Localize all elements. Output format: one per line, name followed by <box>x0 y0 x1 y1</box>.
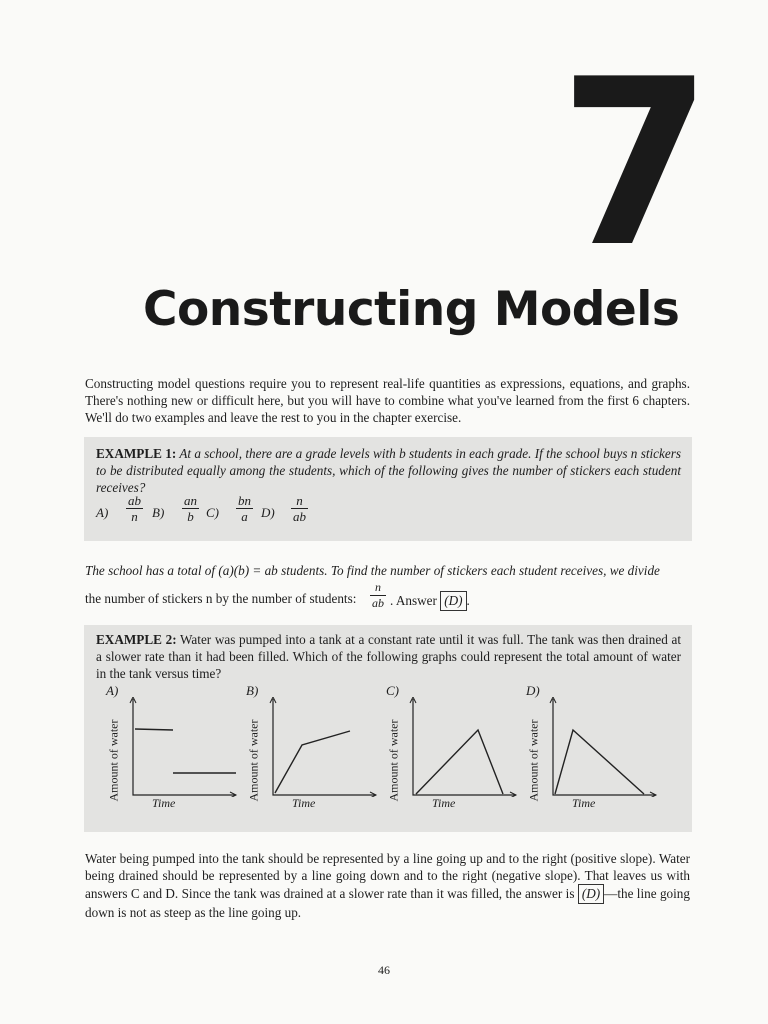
denominator: n <box>126 508 143 524</box>
graph-d <box>518 683 658 833</box>
graph-label: D) <box>526 683 540 698</box>
denominator: ab <box>372 596 384 610</box>
graph-c <box>378 683 518 833</box>
choice-label: D) <box>261 505 275 520</box>
answer-suffix: . <box>466 593 470 608</box>
choice-label: B) <box>152 505 165 520</box>
axis-arrows <box>410 697 516 797</box>
graph-a <box>98 683 238 833</box>
answer-box: (D) <box>578 884 604 904</box>
denominator: a <box>236 508 253 524</box>
x-axis-label: Time <box>432 796 456 810</box>
x-axis-label: Time <box>572 796 596 810</box>
fill-line <box>135 729 173 730</box>
numerator: n <box>375 580 381 594</box>
axes <box>273 699 376 795</box>
choice-fraction <box>126 493 143 524</box>
numerator: an <box>184 493 197 508</box>
line <box>416 730 503 794</box>
choice-label: C) <box>206 505 219 520</box>
x-axis-label: Time <box>292 796 316 810</box>
axis-arrows <box>550 697 656 797</box>
graph-b-plot <box>268 697 378 797</box>
choice-fraction <box>236 493 253 524</box>
y-axis-label: Amount of water <box>386 719 401 802</box>
choice-fraction <box>182 493 199 524</box>
y-axis-label: Amount of water <box>246 719 261 802</box>
choice-fraction <box>291 493 308 524</box>
intro-paragraph: Constructing model questions require you to represent real-life quantities as expressions, equations, and graphs. There's nothing new or difficult here, but you will have to combine what you've learned from the first 6 chapters. We'll do two examples and leave the rest to you in the chapter exercise. <box>85 376 690 425</box>
page-number: 46 <box>378 963 390 977</box>
y-axis-label: Amount of water <box>106 719 121 802</box>
graph-c-plot <box>408 697 518 797</box>
numerator: bn <box>238 493 251 508</box>
chapter-number: 7 <box>559 31 712 298</box>
example-2-question <box>96 631 681 682</box>
answer-prefix: . Answer <box>390 593 441 608</box>
solution-2-paragraph <box>85 850 690 921</box>
graph-choices <box>84 683 692 833</box>
graph-label: A) <box>106 683 119 698</box>
example-1-box <box>84 437 692 541</box>
example-2-box <box>84 625 692 832</box>
solution-1-answer-text <box>390 591 470 611</box>
solution-1-fraction <box>370 580 386 611</box>
example-1-label: EXAMPLE 1: <box>96 446 177 461</box>
graph-label: C) <box>386 683 399 698</box>
solution-1-line-1: The school has a total of (a)(b) = ab students. To find the number of stickers each student receives, we divide <box>85 563 660 578</box>
example-1-question <box>96 445 681 496</box>
choice-label: A) <box>96 505 109 520</box>
axis-arrows <box>270 697 376 797</box>
graph-d-plot <box>548 697 658 797</box>
graph-a-plot <box>128 697 238 797</box>
solution-2-text: Water being pumped into the tank should be represented by a line going up and to the right (positive slope). Water being drained should be represented by a line going down and to the right (negative slope). That leaves us with answers C and D. Since the tank was drained at a slower rate than it was filled, the answer is <box>85 851 690 901</box>
answer-box: (D) <box>440 591 466 611</box>
solution-1-line-2 <box>85 582 690 612</box>
graph-label: B) <box>246 683 259 698</box>
chapter-title: Constructing Models <box>143 282 680 337</box>
denominator: ab <box>293 509 306 524</box>
answer-choices <box>96 493 516 533</box>
graph-b <box>238 683 378 833</box>
example-2-text: Water was pumped into a tank at a constant rate until it was full. The tank was then drained at a slower rate than it had been filled. Which of the following graphs could represent the total amount of water in the tank versus time? <box>96 632 681 681</box>
numerator: ab <box>128 493 141 508</box>
solution-1-text: the number of stickers n by the number of students: <box>85 591 357 606</box>
axes <box>133 699 236 795</box>
example-2-label: EXAMPLE 2: <box>96 632 177 647</box>
y-axis-label: Amount of water <box>526 719 541 802</box>
line <box>555 730 644 794</box>
numerator: n <box>296 493 303 508</box>
example-1-text: At a school, there are a grade levels with b students in each grade. If the school buys n stickers to be distributed equally among the students, which of the following gives the number of stickers each student receives? <box>96 446 681 495</box>
denominator: b <box>182 508 199 524</box>
line <box>275 731 350 793</box>
x-axis-label: Time <box>152 796 176 810</box>
axis-arrows <box>130 697 236 797</box>
solution-2-text-end: —the line going down is not as steep as the line going up. <box>85 886 690 920</box>
